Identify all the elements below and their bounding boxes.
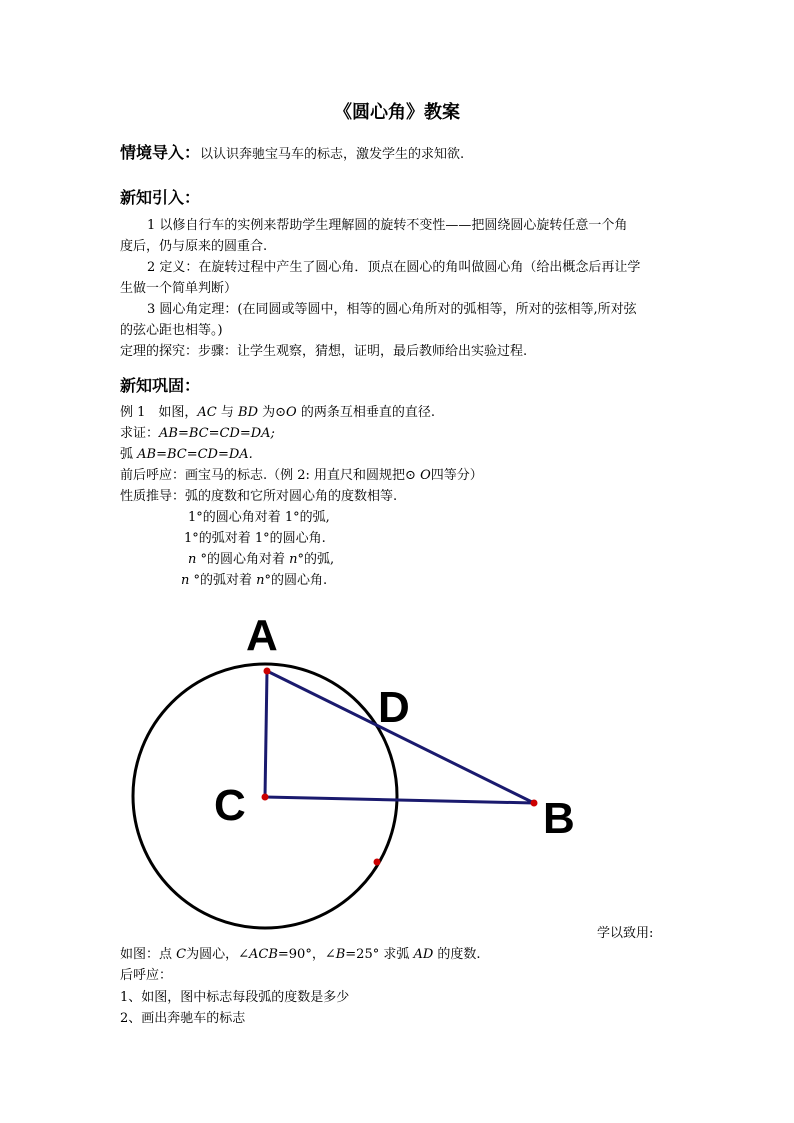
list-item: 2、画出奔驰车的标志	[120, 1011, 246, 1026]
math-var: C	[176, 947, 187, 962]
text-run: °的圆心角对着	[196, 552, 290, 567]
text-run: 四等分）	[430, 468, 483, 483]
math-var: n	[289, 552, 298, 567]
math-var: AD	[413, 947, 434, 962]
math-var: AC	[197, 405, 217, 420]
math-var: BD	[238, 405, 258, 420]
math-var: n	[188, 552, 197, 567]
math-var: n	[256, 573, 265, 588]
arc-line	[120, 445, 253, 465]
math-var: O	[286, 405, 297, 420]
page-title: 《圆心角》教案	[334, 102, 460, 123]
math-var: ACB	[249, 947, 278, 962]
degree-line	[188, 550, 334, 570]
paragraph-line: 定理的探究：步骤：让学生观察，猜想，证明，最后教师给出实验过程.	[120, 344, 528, 359]
paragraph-line: 1 以修自行车的实例来帮助学生理解圆的旋转不变性——把圆绕圆心旋转任意一个角	[147, 218, 628, 233]
text-run: °的弧,	[297, 552, 335, 567]
math-var: B	[335, 947, 346, 962]
math-expr: AB=BC=CD=DA.	[137, 447, 253, 462]
prove-line	[120, 424, 275, 444]
question-line	[120, 945, 481, 965]
example-line	[120, 403, 435, 423]
echo-line	[120, 466, 483, 486]
section-text: 以认识奔驰宝马车的标志，激发学生的求知欲.	[200, 147, 465, 162]
text-run: 如图：点	[120, 947, 177, 962]
label-d: D	[378, 683, 410, 732]
segment-ac	[265, 671, 267, 797]
label-b: B	[543, 794, 575, 843]
text-run: 例 1 如图，	[120, 405, 198, 420]
section-heading: 新知巩固：	[120, 376, 201, 395]
paragraph-line: 的弦心距也相等。)	[120, 323, 223, 338]
paragraph-line: 3 圆心角定理：(在同圆或等圆中，相等的圆心角所对的弧相等，所对的弦相等,所对弦	[147, 302, 637, 317]
text-run: 前后呼应：画宝马的标志.（例 2: 用直尺和圆规把⊙	[120, 468, 421, 483]
text-run: 的两条互相垂直的直径.	[296, 405, 435, 420]
segment-cb	[265, 797, 534, 803]
geometry-figure	[110, 600, 610, 930]
point-on-circle	[374, 859, 381, 866]
section-heading: 情境导入：	[120, 143, 201, 162]
degree-line	[181, 571, 327, 591]
followup-label: 后呼应：	[120, 968, 173, 983]
math-expr: AB=BC=CD=DA;	[159, 426, 275, 441]
apply-label: 学以致用:	[597, 926, 654, 941]
property-line: 性质推导：弧的度数和它所对圆心角的度数相等.	[120, 489, 398, 504]
point-a	[264, 668, 271, 675]
text-run: 为圆心，∠	[186, 947, 249, 962]
text-run: 的度数.	[433, 947, 481, 962]
section-intro	[120, 140, 464, 165]
degree-line: 1°的弧对着 1°的圆心角.	[184, 531, 326, 546]
section-heading: 新知引入：	[120, 188, 201, 207]
label-c: C	[214, 781, 246, 830]
text-run: =90°，∠	[277, 947, 336, 962]
text-run: °的圆心角.	[264, 573, 328, 588]
math-var: O	[420, 468, 431, 483]
text-run: 弧	[120, 447, 138, 462]
paragraph-line: 度后，仍与原来的圆重合.	[120, 239, 268, 254]
point-c	[262, 794, 269, 801]
label-a: A	[246, 611, 278, 660]
list-item: 1、如图，图中标志每段弧的度数是多少	[120, 990, 350, 1005]
text-run: 求证：	[120, 426, 160, 441]
degree-line: 1°的圆心角对着 1°的弧,	[188, 510, 330, 525]
text-run: =25° 求弧	[345, 947, 414, 962]
math-var: n	[181, 573, 190, 588]
text-run: °的弧对着	[189, 573, 257, 588]
point-b	[531, 800, 538, 807]
text-run: 与	[216, 405, 239, 420]
text-run: 为⊙	[258, 405, 287, 420]
paragraph-line: 2 定义：在旋转过程中产生了圆心角．顶点在圆心的角叫做圆心角（给出概念后再让学	[147, 260, 641, 275]
paragraph-line: 生做一个简单判断）	[120, 281, 238, 296]
